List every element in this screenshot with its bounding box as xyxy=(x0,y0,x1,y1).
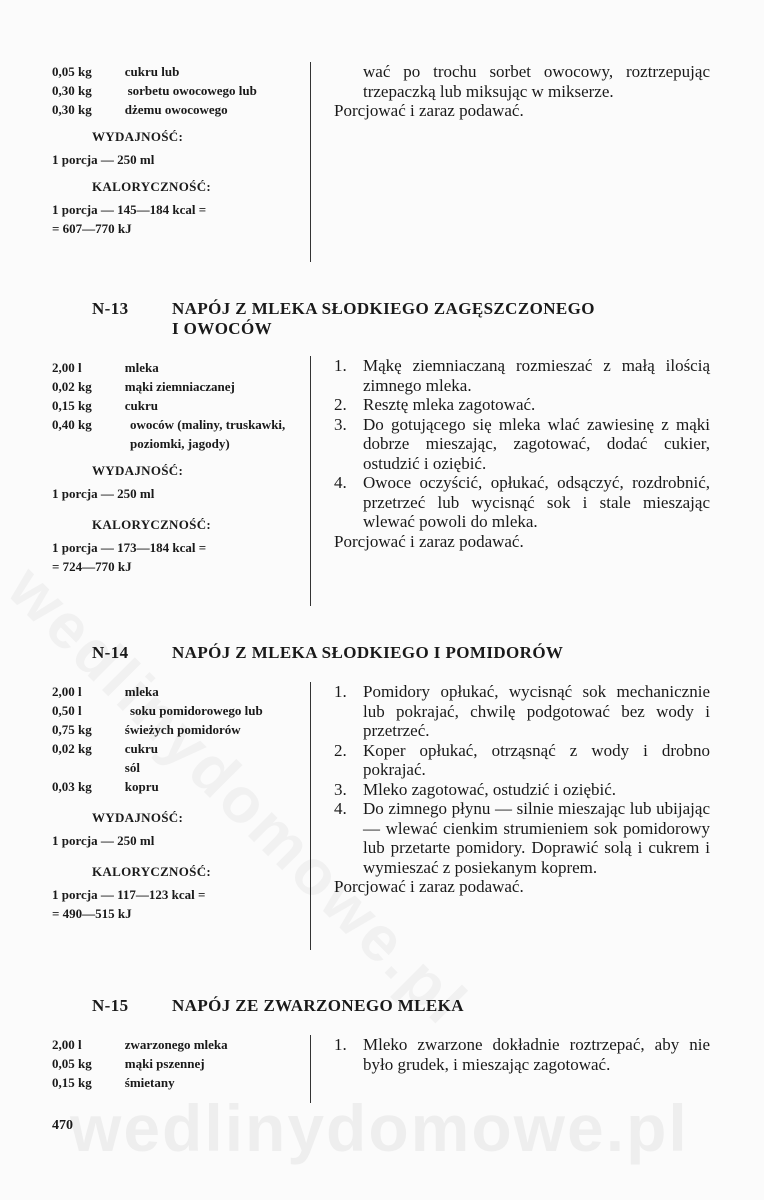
n13-right-column xyxy=(334,356,710,551)
step: 1. Mąkę ziemniaczaną rozmieszać z małą ilością zimnego mleka. xyxy=(334,356,710,395)
n15-right-column xyxy=(334,1035,710,1074)
serve-note: Porcjować i zaraz podawać. xyxy=(334,877,524,896)
step: 3. Do gotującego się mleka wlać zawiesinę z mąki dobrze mieszając, zagotować, dodać cukier, ostudzić i oziębić. xyxy=(334,414,710,473)
step-continuation: wać po trochu sorbet owocowy, roztrzepując trzepaczką lub miksując w mikserze. xyxy=(363,62,710,101)
yield-heading: WYDAJNOŚĆ: xyxy=(92,810,184,825)
ingredient: 0,03 kg kopru xyxy=(52,779,159,794)
yield-heading: WYDAJNOŚĆ: xyxy=(92,129,184,144)
step: 3. Mleko zagotować, ostudzić i oziębić. xyxy=(334,779,617,799)
ingredient: 0,75 kg świeżych pomidorów xyxy=(52,722,241,737)
column-divider xyxy=(310,682,311,950)
yield-value: 1 porcja — 250 ml xyxy=(52,833,155,848)
ingredient: 0,40 kg owoców (maliny, truskawki, poziomki, jagody) xyxy=(52,417,286,451)
ingredient: 0,30 kg sorbetu owocowego lub xyxy=(52,83,257,98)
yield-value: 1 porcja — 250 ml xyxy=(52,152,155,167)
calorie-heading: KALORYCZNOŚĆ: xyxy=(92,517,212,532)
column-divider xyxy=(310,356,311,606)
serve-note: Porcjować i zaraz podawać. xyxy=(334,101,524,120)
ingredient: 0,05 kg mąki pszennej xyxy=(52,1056,205,1071)
step: 1. Mleko zwarzone dokładnie roztrzepać, aby nie było grudek, i mieszając zagotować. xyxy=(334,1035,710,1074)
ingredient: 0,15 kg śmietany xyxy=(52,1075,175,1090)
calorie-heading: KALORYCZNOŚĆ: xyxy=(92,179,212,194)
ingredient: 2,00 l mleka xyxy=(52,684,159,699)
calorie-heading: KALORYCZNOŚĆ: xyxy=(92,864,212,879)
n13-left-column xyxy=(52,358,302,576)
ingredient: 0,02 kg mąki ziemniaczanej xyxy=(52,379,235,394)
calorie-kj: = 607—770 kJ xyxy=(52,221,132,236)
step: 1. Pomidory opłukać, wycisnąć sok mechanicznie lub pokrajać, chwilę podgotować bez wody i przetrzeć. xyxy=(334,682,710,740)
calorie-kcal: 1 porcja — 145—184 kcal = xyxy=(52,202,207,217)
calorie-kcal: 1 porcja — 117—123 kcal = xyxy=(52,887,206,902)
ingredient: 2,00 l mleka xyxy=(52,360,159,375)
page-number: 470 xyxy=(52,1118,73,1133)
yield-heading: WYDAJNOŚĆ: xyxy=(92,463,184,478)
ingredient: 2,00 l zwarzonego mleka xyxy=(52,1037,228,1052)
ingredient: sól xyxy=(124,760,140,775)
serve-note: Porcjować i zaraz podawać. xyxy=(334,531,524,551)
ingredient: 0,50 l soku pomidorowego lub xyxy=(52,703,263,718)
step: 2. Koper opłukać, otrząsnąć z wody i drobno pokrajać. xyxy=(334,740,710,779)
n15-left-column xyxy=(52,1035,302,1092)
step: 4. Owoce oczyścić, opłukać, odsączyć, rozdrobnić, przetrzeć lub wycisnąć sok i stale mieszając wlewać powoli do mleka. xyxy=(334,473,710,531)
n14-left-column xyxy=(52,682,302,923)
step: 2. Resztę mleka zagotować. xyxy=(334,395,536,414)
ingredient: 0,15 kg cukru xyxy=(52,398,158,413)
recipe-title-n13: N-13 NAPÓJ Z MLEKA SŁODKIEGO ZAGĘSZCZONEGO I OWOCÓW xyxy=(92,299,595,338)
recipe-title-n14: N-14 NAPÓJ Z MLEKA SŁODKIEGO I POMIDORÓW xyxy=(92,643,564,662)
ingredient: 0,05 kg cukru lub xyxy=(52,64,180,79)
top-right-column xyxy=(334,62,710,121)
calorie-kcal: 1 porcja — 173—184 kcal = xyxy=(52,540,207,555)
yield-value: 1 porcja — 250 ml xyxy=(52,486,155,501)
column-divider xyxy=(310,1035,311,1103)
top-left-column xyxy=(52,62,302,238)
n14-right-column xyxy=(334,682,710,897)
recipe-title-n15: N-15 NAPÓJ ZE ZWARZONEGO MLEKA xyxy=(92,996,464,1015)
step: 4. Do zimnego płynu — silnie mieszając lub ubijając — wlewać cienkim strumieniem sok pomidorowy lub przetarte pomidory. Doprawić solą i cukrem i wymieszać z posiekanym koprem. xyxy=(334,799,710,877)
calorie-kj: = 490—515 kJ xyxy=(52,906,132,921)
ingredient: 0,02 kg cukru xyxy=(52,741,158,756)
calorie-kj: = 724—770 kJ xyxy=(52,559,132,574)
ingredient: 0,30 kg dżemu owocowego xyxy=(52,102,228,117)
column-divider xyxy=(310,62,311,262)
footer-watermark: wedlinydomowe.pl xyxy=(70,1091,689,1165)
